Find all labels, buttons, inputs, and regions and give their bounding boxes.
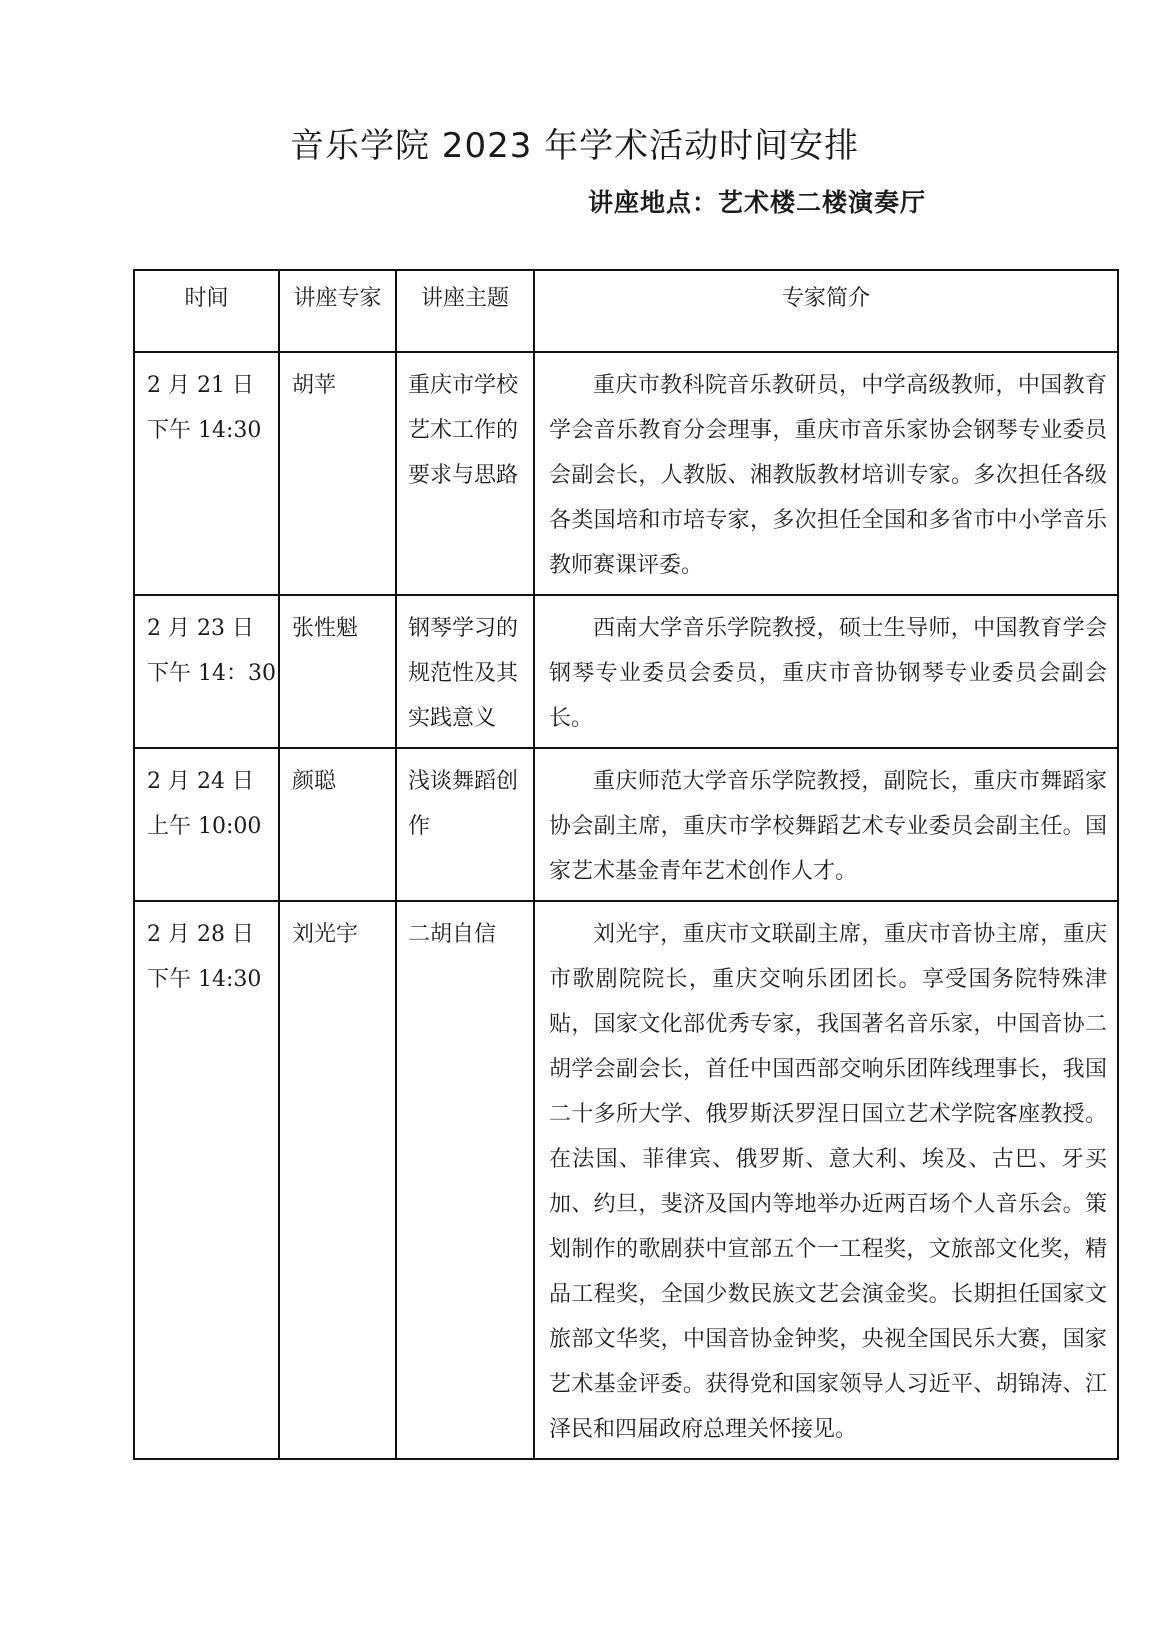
cell-expert: 张性魁 bbox=[279, 595, 396, 748]
cell-topic: 二胡自信 bbox=[396, 901, 534, 1459]
cell-time bbox=[134, 595, 279, 748]
table-row bbox=[134, 352, 1118, 595]
table-row bbox=[134, 901, 1118, 1459]
table-row bbox=[134, 595, 1118, 748]
bio-text: 刘光宇，重庆市文联副主席，重庆市音协主席，重庆市歌剧院院长，重庆交响乐团团长。享受国务院特殊津贴，国家文化部优秀专家，我国著名音乐家，中国音协二胡学会副会长，首任中国西部交响乐团阵线理事长，我国二十多所大学、俄罗斯沃罗涅日国立艺术学院客座教授。在法国、菲律宾、俄罗斯、意大利、埃及、古巴、牙买加、约旦，斐济及国内等地举办近两百场个人音乐会。策划制作的歌剧获中宣部五个一工程奖，文旅部文化奖，精品工程奖，全国少数民族文艺会演金奖。长期担任国家文旅部文华奖，中国音协金钟奖，央视全国民乐大赛，国家艺术基金评委。获得党和国家领导人习近平、胡锦涛、江泽民和四届政府总理关怀接见。 bbox=[549, 922, 1107, 1442]
bio-text: 重庆市教科院音乐教研员，中学高级教师，中国教育学会音乐教育分会理事，重庆市音乐家协会钢琴专业委员会副会长，人教版、湘教版教材培训专家。多次担任各级各类国培和市培专家，多次担任全国和多省市中小学音乐教师赛课评委。 bbox=[549, 373, 1107, 578]
page-title: 音乐学院 2023 年学术活动时间安排 bbox=[290, 126, 860, 166]
cell-time bbox=[134, 352, 279, 595]
row-time: 上午 10:00 bbox=[147, 814, 262, 839]
cell-bio bbox=[534, 595, 1118, 748]
schedule-table bbox=[133, 269, 1119, 1460]
cell-bio bbox=[534, 352, 1118, 595]
column-header-time: 时间 bbox=[134, 270, 279, 352]
table-row bbox=[134, 748, 1118, 901]
bio-text: 西南大学音乐学院教授，硕士生导师，中国教育学会钢琴专业委员会委员，重庆市音协钢琴专业委员会副会长。 bbox=[549, 616, 1107, 731]
cell-topic: 浅谈舞蹈创作 bbox=[396, 748, 534, 901]
cell-topic: 重庆市学校艺术工作的要求与思路 bbox=[396, 352, 534, 595]
row-time: 下午 14:30 bbox=[147, 418, 262, 443]
cell-expert: 刘光宇 bbox=[279, 901, 396, 1459]
column-header-bio: 专家简介 bbox=[534, 270, 1118, 352]
cell-expert: 颜聪 bbox=[279, 748, 396, 901]
column-header-topic: 讲座主题 bbox=[396, 270, 534, 352]
row-date: 2 月 21 日 bbox=[147, 373, 254, 398]
cell-bio bbox=[534, 748, 1118, 901]
cell-bio bbox=[534, 901, 1118, 1459]
row-date: 2 月 24 日 bbox=[147, 769, 254, 794]
table-header-row bbox=[134, 270, 1118, 352]
cell-topic: 钢琴学习的规范性及其实践意义 bbox=[396, 595, 534, 748]
row-date: 2 月 23 日 bbox=[147, 616, 254, 641]
row-time: 下午 14:30 bbox=[147, 967, 262, 992]
row-date: 2 月 28 日 bbox=[147, 922, 254, 947]
bio-text: 重庆师范大学音乐学院教授，副院长，重庆市舞蹈家协会副主席，重庆市学校舞蹈艺术专业委员会副主任。国家艺术基金青年艺术创作人才。 bbox=[549, 769, 1107, 884]
column-header-expert: 讲座专家 bbox=[279, 270, 396, 352]
cell-expert: 胡苹 bbox=[279, 352, 396, 595]
row-time: 下午 14：30 bbox=[147, 661, 276, 686]
cell-time bbox=[134, 901, 279, 1459]
venue-subtitle: 讲座地点：艺术楼二楼演奏厅 bbox=[588, 188, 927, 217]
cell-time bbox=[134, 748, 279, 901]
